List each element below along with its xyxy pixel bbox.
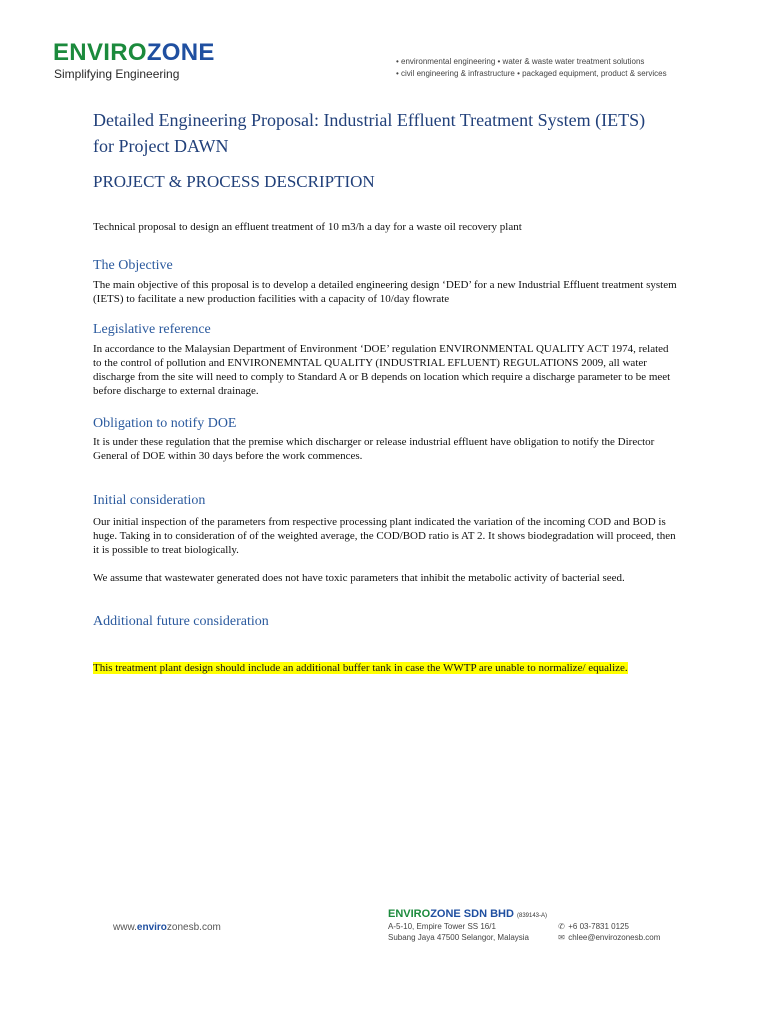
logo-enviro-text: ENVIRO [53, 39, 147, 66]
initial-consideration-heading: Initial consideration [93, 493, 206, 508]
phone-icon: ✆ [558, 922, 565, 931]
obligation-paragraph: It is under these regulation that the premise which discharger or release industrial effluent have obligation to notify the Director General of DOE within 30 days before the work commences. [93, 436, 655, 462]
objective-heading: The Objective [93, 258, 173, 273]
initial-consideration-paragraph-2: We assume that wastewater generated does not have toxic parameters that inhibit the metabolic activity of bacterial seed. [93, 572, 625, 584]
objective-paragraph: The main objective of this proposal is to develop a detailed engineering design ‘DED’ for a new Industrial Effluent treatment system (IETS) to facilitate a new production facilities with a capacity of 10/day flowrate [93, 279, 677, 305]
logo-zone-text: ZONE [146, 39, 215, 66]
legislative-paragraph: In accordance to the Malaysian Department of Environment ‘DOE’ regulation ENVIRONMENTAL QUALITY ACT 1974, related to the control of pollution and ENVIRONEMNTAL QUALITY (INDUSTRIAL EFLUENT) REGULATIONS 2009, all water discharge from the site will need to comply to Standard A or B depends on location which require a discharge parameter to be meet before discharge to external drainage. [93, 343, 671, 397]
website-brand: enviro [136, 922, 167, 933]
future-consideration-paragraph [93, 661, 678, 675]
footer-email[interactable] [557, 933, 660, 942]
footer-zone-text: ZONE SDN BHD [430, 908, 514, 920]
document-title: Detailed Engineering Proposal: Industrial Effluent Treatment System (IETS) for Project DAWN [93, 110, 646, 156]
footer-address-line-1: A-5-10, Empire Tower SS 16/1 [388, 922, 496, 931]
highlighted-text: This treatment plant design should include an additional buffer tank in case the WWTP are unable to normalize/ equalize. [93, 662, 628, 674]
intro-paragraph: Technical proposal to design an effluent treatment of 10 m3/h a day for a waste oil recovery plant [93, 221, 522, 233]
obligation-heading: Obligation to notify DOE [93, 416, 237, 431]
future-consideration-heading: Additional future consideration [93, 614, 269, 629]
footer-phone [557, 922, 629, 931]
footer-company-name [388, 908, 547, 920]
logo-tagline: Simplifying Engineering [54, 67, 180, 81]
footer-website[interactable] [113, 922, 221, 933]
company-registration: (839143-A) [516, 913, 548, 919]
email-address: chlee@envirozonesb.com [568, 933, 661, 942]
website-suffix: zonesb.com [166, 922, 221, 933]
services-line-2: • civil engineering & infrastructure • packaged equipment, product & services [396, 69, 667, 78]
company-logo [53, 41, 215, 65]
phone-number: +6 03-7831 0125 [568, 922, 629, 931]
initial-consideration-paragraph-1: Our initial inspection of the parameters from respective processing plant indicated the variation of the incoming COD and BOD is huge. Taking in to consideration of of the weighted average, the COD/BOD ratio is AT 2. It shows biodegradation will proceed, then it is possible to treat biologically. [93, 516, 676, 556]
email-icon: ✉ [558, 933, 565, 942]
services-line-1: • environmental engineering • water & waste water treatment solutions [396, 57, 645, 66]
section-heading: PROJECT & PROCESS DESCRIPTION [93, 172, 375, 191]
legislative-heading: Legislative reference [93, 322, 211, 337]
website-prefix: www. [113, 922, 137, 933]
footer-enviro-text: ENVIRO [388, 908, 431, 920]
footer-address-line-2: Subang Jaya 47500 Selangor, Malaysia [388, 933, 529, 942]
